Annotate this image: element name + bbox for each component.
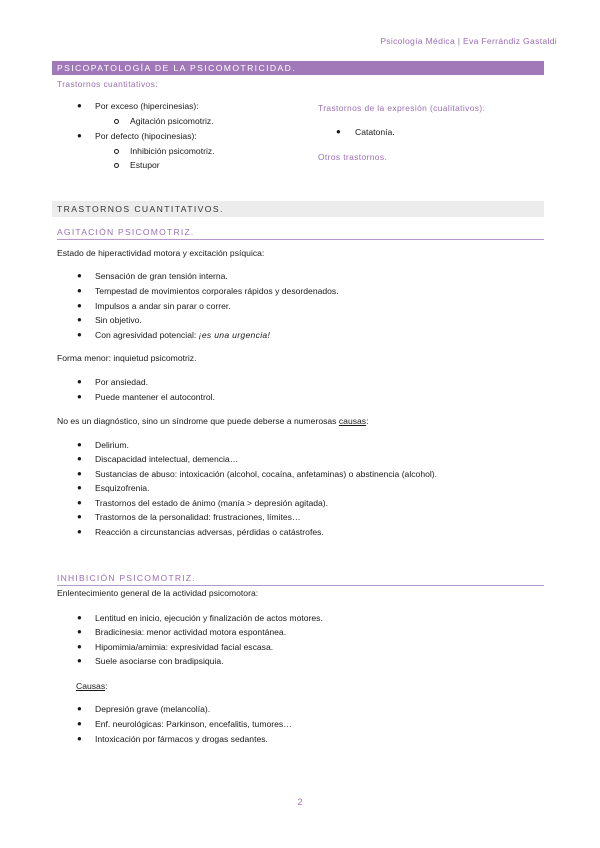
list-item: Bradicinesia: menor actividad motora espontánea. <box>95 627 287 637</box>
list-item: Sin objetivo. <box>95 315 142 325</box>
circle-bullet-icon <box>114 149 119 154</box>
list-item: Por exceso (hipercinesias): <box>95 101 199 111</box>
bullet-icon: ● <box>77 131 82 140</box>
other-label: Otros trastornos. <box>318 152 388 162</box>
list-item: Esquizofrenia. <box>95 483 150 493</box>
bullet-icon: ● <box>77 642 82 651</box>
list-item: Trastornos del estado de ánimo (manía > depresión agitada). <box>95 498 329 508</box>
list-item: Lentitud en inicio, ejecución y finalización de actos motores. <box>95 613 323 623</box>
list-item: Trastornos de la personalidad: frustraciones, límites… <box>95 512 301 522</box>
bullet-icon: ● <box>77 613 82 622</box>
list-item-text: Con agresividad potencial: <box>95 330 197 340</box>
list-item: Por defecto (hipocinesias): <box>95 131 197 141</box>
bullet-icon: ● <box>77 483 82 492</box>
bullet-icon: ● <box>336 127 341 136</box>
list-item: Inhibición psicomotriz. <box>130 146 215 156</box>
list-item: Puede mantener el autocontrol. <box>95 392 215 402</box>
bullet-icon: ● <box>77 656 82 665</box>
list-item: Suele asociarse con bradipsiquia. <box>95 656 224 666</box>
causes-word: causas <box>338 416 367 426</box>
causes-colon: : <box>366 416 369 426</box>
list-item: Sustancias de abuso: intoxicación (alcohol, cocaína, anfetaminas) o abstinencia (alcohol). <box>95 469 438 479</box>
paragraph: Enlentecimiento general de la actividad psicomotora: <box>57 588 259 598</box>
section-band: TRASTORNOS CUANTITATIVOS. <box>52 201 544 217</box>
bullet-icon: ● <box>77 719 82 728</box>
bullet-icon: ● <box>77 704 82 713</box>
list-item: Reacción a circunstancias adversas, pérdidas o catástrofes. <box>95 527 324 537</box>
list-item: Discapacidad intelectual, demencia… <box>95 454 239 464</box>
circle-bullet-icon <box>114 119 119 124</box>
list-item: Delirium. <box>95 440 129 450</box>
bullet-icon: ● <box>77 377 82 386</box>
bullet-icon: ● <box>77 734 82 743</box>
bullet-icon: ● <box>77 286 82 295</box>
page-number: 2 <box>297 797 303 807</box>
paragraph <box>57 416 369 426</box>
bullet-icon: ● <box>77 301 82 310</box>
section-title-agitacion: AGITACIÓN PSICOMOTRIZ. <box>57 227 544 240</box>
section-title-inhibicion: INHIBICIÓN PSICOMOTRIZ. <box>57 573 544 586</box>
bullet-icon: ● <box>77 392 82 401</box>
list-item: Enf. neurológicas: Parkinson, encefalitis, tumores… <box>95 719 292 729</box>
main-title: PSICOPATOLOGÍA DE LA PSICOMOTRICIDAD. <box>52 61 544 75</box>
paragraph <box>76 681 108 691</box>
quant-label: Trastornos cuantitativos: <box>57 79 158 89</box>
qual-label: Trastornos de la expresión (cualitativos): <box>318 103 486 113</box>
bullet-icon: ● <box>77 469 82 478</box>
bullet-icon: ● <box>77 101 82 110</box>
paragraph: Estado de hiperactividad motora y excitación psíquica: <box>57 248 265 258</box>
bullet-icon: ● <box>77 271 82 280</box>
page-header: Psicología Médica | Eva Ferrándiz Gastaldi <box>380 36 557 46</box>
list-item <box>95 330 270 340</box>
causes-text: No es un diagnóstico, sino un síndrome que puede deberse a numerosas <box>57 416 337 426</box>
list-item: Por ansiedad. <box>95 377 149 387</box>
circle-bullet-icon <box>114 163 119 168</box>
list-item: Agitación psicomotriz. <box>130 116 214 126</box>
list-item: Depresión grave (melancolía). <box>95 704 211 714</box>
bullet-icon: ● <box>77 527 82 536</box>
list-item: Estupor <box>130 160 160 170</box>
list-item: Intoxicación por fármacos y drogas sedantes. <box>95 734 268 744</box>
list-item: Hipomimia/amimia: expresividad facial escasa. <box>95 642 274 652</box>
causes-colon: : <box>105 681 108 691</box>
bullet-icon: ● <box>77 330 82 339</box>
bullet-icon: ● <box>77 498 82 507</box>
urgency-note: ¡es una urgencia! <box>198 330 271 340</box>
paragraph: Forma menor: inquietud psicomotriz. <box>57 353 197 363</box>
bullet-icon: ● <box>77 512 82 521</box>
bullet-icon: ● <box>77 440 82 449</box>
bullet-icon: ● <box>77 454 82 463</box>
list-item: Impulsos a andar sin parar o correr. <box>95 301 231 311</box>
list-item: Sensación de gran tensión interna. <box>95 271 228 281</box>
bullet-icon: ● <box>77 315 82 324</box>
list-item: Catatonía. <box>355 127 395 137</box>
causes-word: Causas <box>76 681 106 691</box>
list-item: Tempestad de movimientos corporales rápidos y desordenados. <box>95 286 339 296</box>
bullet-icon: ● <box>77 627 82 636</box>
